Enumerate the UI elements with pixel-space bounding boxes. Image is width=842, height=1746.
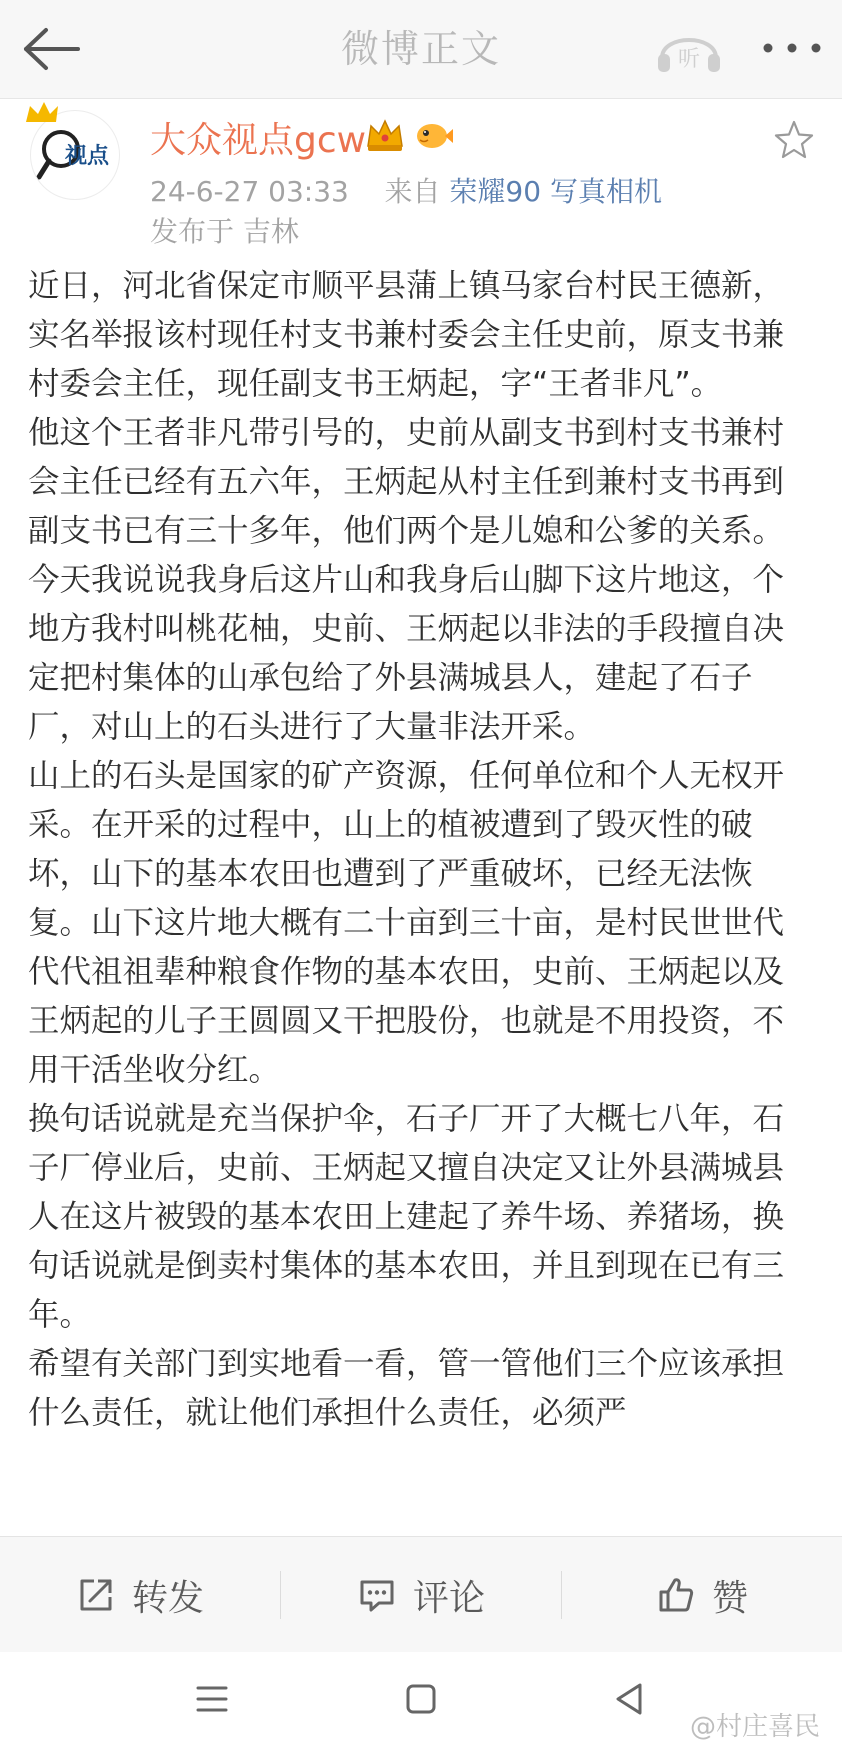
like-label: 赞	[711, 1577, 748, 1619]
comment-bubble-icon	[357, 1575, 397, 1615]
star-icon[interactable]	[772, 118, 816, 162]
action-bar	[0, 1536, 842, 1653]
author-name[interactable]: 大众视点gcw	[150, 120, 367, 161]
like-button[interactable]	[562, 1537, 842, 1653]
top-bar	[0, 0, 842, 99]
crown-decoration-icon	[22, 98, 62, 126]
location-prefix: 发布于	[150, 215, 235, 248]
watermark: @村庄喜民	[690, 1712, 821, 1742]
post-paragraph: 希望有关部门到实地看一看，管一管他们三个应该承担什么责任，就让他们承担什么责任，必须严	[28, 1346, 785, 1431]
crown-badge-icon[interactable]	[364, 116, 406, 154]
share-out-icon	[76, 1575, 116, 1615]
post-paragraph: 山上的石头是国家的矿产资源，任何单位和个人无权开采。在开采的过程中，山上的植被遭到了毁灭性的破坏，山下的基本农田也遭到了严重破坏，已经无法恢复。山下这片地大概有二十亩到三十亩，是村民世世代代代祖祖辈种粮食作物的基本农田，史前、王炳起以及王炳起的儿子王圆圆又干把股份，也就是不用投资，不用干活坐收分红。	[28, 758, 785, 1088]
repost-label: 转发	[131, 1577, 204, 1619]
avatar[interactable]	[26, 104, 126, 204]
comment-button[interactable]	[281, 1537, 561, 1653]
post-content	[28, 262, 814, 1536]
post-paragraph: 换句话说就是充当保护伞，石子厂开了大概七八年，石子厂停业后，史前、王炳起又擅自决定又让外县满城县人在这片被毁的基本农田上建起了养牛场、养猪场，换句话说就是倒卖村集体的基本农田，并且到现在已有三年。	[28, 1101, 785, 1333]
home-square-icon[interactable]	[391, 1674, 451, 1724]
back-triangle-icon[interactable]	[600, 1674, 660, 1724]
page-title: 微博正文	[340, 27, 501, 71]
post-meta	[150, 170, 662, 210]
thumbs-up-icon	[656, 1575, 696, 1615]
repost-button[interactable]	[0, 1537, 280, 1653]
post-location	[150, 210, 299, 250]
post-timestamp: 24-6-27 03:33	[150, 175, 349, 208]
headphones-listen-icon[interactable]	[652, 22, 726, 78]
more-dots-icon[interactable]	[760, 30, 824, 66]
avatar-text: 视点	[65, 144, 110, 169]
post-source-link[interactable]: 荣耀90 写真相机	[449, 175, 662, 208]
post-paragraph: 今天我说说我身后这片山和我身后山脚下这片地这，个地方我村叫桃花柚，史前、王炳起以非法的手段擅自决定把村集体的山承包给了外县满城县人，建起了石子厂，对山上的石头进行了大量非法开采。	[28, 562, 785, 745]
comment-label: 评论	[412, 1577, 485, 1619]
back-arrow-icon[interactable]	[18, 24, 88, 74]
listen-label: 听	[677, 47, 701, 72]
post-paragraph: 他这个王者非凡带引号的，史前从副支书到村支书兼村会主任已经有五六年，王炳起从村主任到兼村支书再到副支书已有三十多年，他们两个是儿媳和公爹的关系。	[28, 415, 785, 549]
post-paragraph: 近日，河北省保定市顺平县蒲上镇马家台村民王德新，实名举报该村现任村支书兼村委会主任史前，原支书兼村委会主任，现任副支书王炳起，字“王者非凡”。	[28, 268, 785, 402]
menu-lines-icon[interactable]	[182, 1674, 242, 1724]
pufferfish-badge-icon[interactable]	[412, 120, 454, 152]
source-prefix: 来自	[384, 175, 441, 208]
location-value: 吉林	[242, 215, 299, 248]
